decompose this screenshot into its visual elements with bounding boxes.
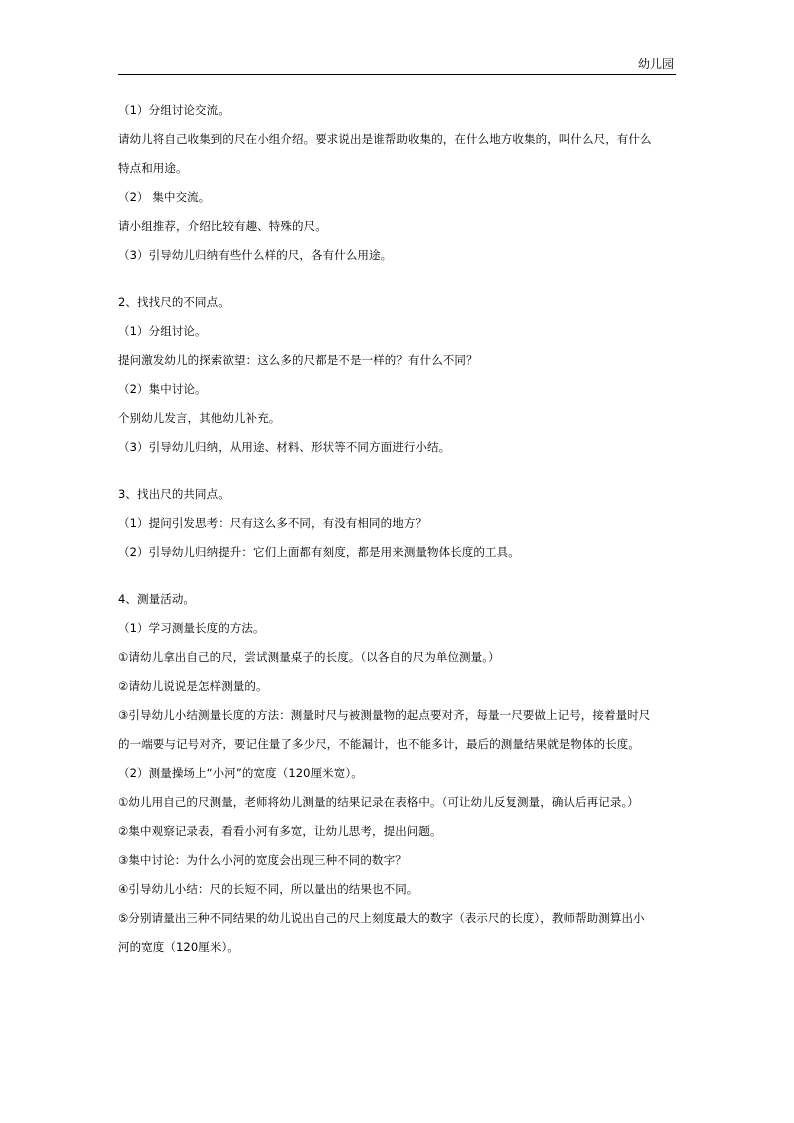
body-line: 特点和用途。 <box>118 161 188 175</box>
body-line: （1）学习测量长度的方法。 <box>118 621 265 635</box>
body-line: 的一端要与记号对齐，要记住量了多少尺，不能漏计，也不能多计，最后的测量结果就是物体的长度。 <box>118 737 640 751</box>
body-line: ④引导幼儿小结：尺的长短不同，所以量出的结果也不同。 <box>118 882 419 896</box>
body-line: ③集中讨论：为什么小河的宽度会出现三种不同的数字？ <box>118 853 407 867</box>
paragraph-gap <box>118 467 678 485</box>
section-heading: 3、找出尺的共同点。 <box>118 487 230 501</box>
body-line: （2）集中讨论。 <box>118 382 207 396</box>
body-line: ②请幼儿说说是怎样测量的。 <box>118 679 268 693</box>
body-line: （2）测量操场上“小河”的宽度（120厘米宽）。 <box>118 766 363 780</box>
body-line: 请小组推荐，介绍比较有趣、特殊的尺。 <box>118 219 327 233</box>
body-line: （3）引导幼儿归纳，从用途、材料、形状等不同方面进行小结。 <box>118 440 451 454</box>
body-line: ③引导幼儿小结测量长度的方法：测量时尺与被测量物的起点要对齐，每量一尺要做上记号，接着量时尺 <box>118 708 651 722</box>
body-line: （1）提问引发思考：尺有这么多不同，有没有相同的地方？ <box>118 516 428 530</box>
section-heading: 4、测量活动。 <box>118 592 196 606</box>
body-line: 个别幼儿发言，其他幼儿补充。 <box>118 411 281 425</box>
body-line: ①请幼儿拿出自己的尺，尝试测量桌子的长度。（以各自的尺为单位测量。） <box>118 650 500 664</box>
body-line: （2）引导幼儿归纳提升：它们上面都有刻度，都是用来测量物体长度的工具。 <box>118 545 520 559</box>
body-line: 请幼儿将自己收集到的尺在小组介绍。要求说出是谁帮助收集的，在什么地方收集的，叫什么尺，有什么 <box>118 132 652 146</box>
body-line: （3）引导幼儿归纳有些什么样的尺，各有什么用途。 <box>118 248 393 262</box>
body-line: （1）分组讨论。 <box>118 324 207 338</box>
body-line: ②集中观察记录表，看看小河有多宽，让幼儿思考，提出问题。 <box>118 824 442 838</box>
body-line: ①幼儿用自己的尺测量，老师将幼儿测量的结果记录在表格中。（可让幼儿反复测量，确认后再记录。） <box>118 795 639 809</box>
page-header <box>118 54 676 75</box>
paragraph-gap <box>118 572 678 590</box>
body-line: （1）分组讨论交流。 <box>118 103 230 117</box>
body-line: ⑤分别请量出三种不同结果的幼儿说出自己的尺上刻度最大的数字（表示尺的长度），教师帮助测算出小 <box>118 911 645 925</box>
header-title: 幼儿园 <box>637 57 674 71</box>
paragraph-gap <box>118 275 678 293</box>
body-line: 提问激发幼儿的探索欲望：这么多的尺都是不是一样的？有什么不同？ <box>118 353 478 367</box>
body-line: （2） 集中交流。 <box>118 190 211 204</box>
document-body <box>118 101 678 967</box>
body-line: 河的宽度（120厘米）。 <box>118 940 239 954</box>
section-heading: 2、找找尺的不同点。 <box>118 295 230 309</box>
